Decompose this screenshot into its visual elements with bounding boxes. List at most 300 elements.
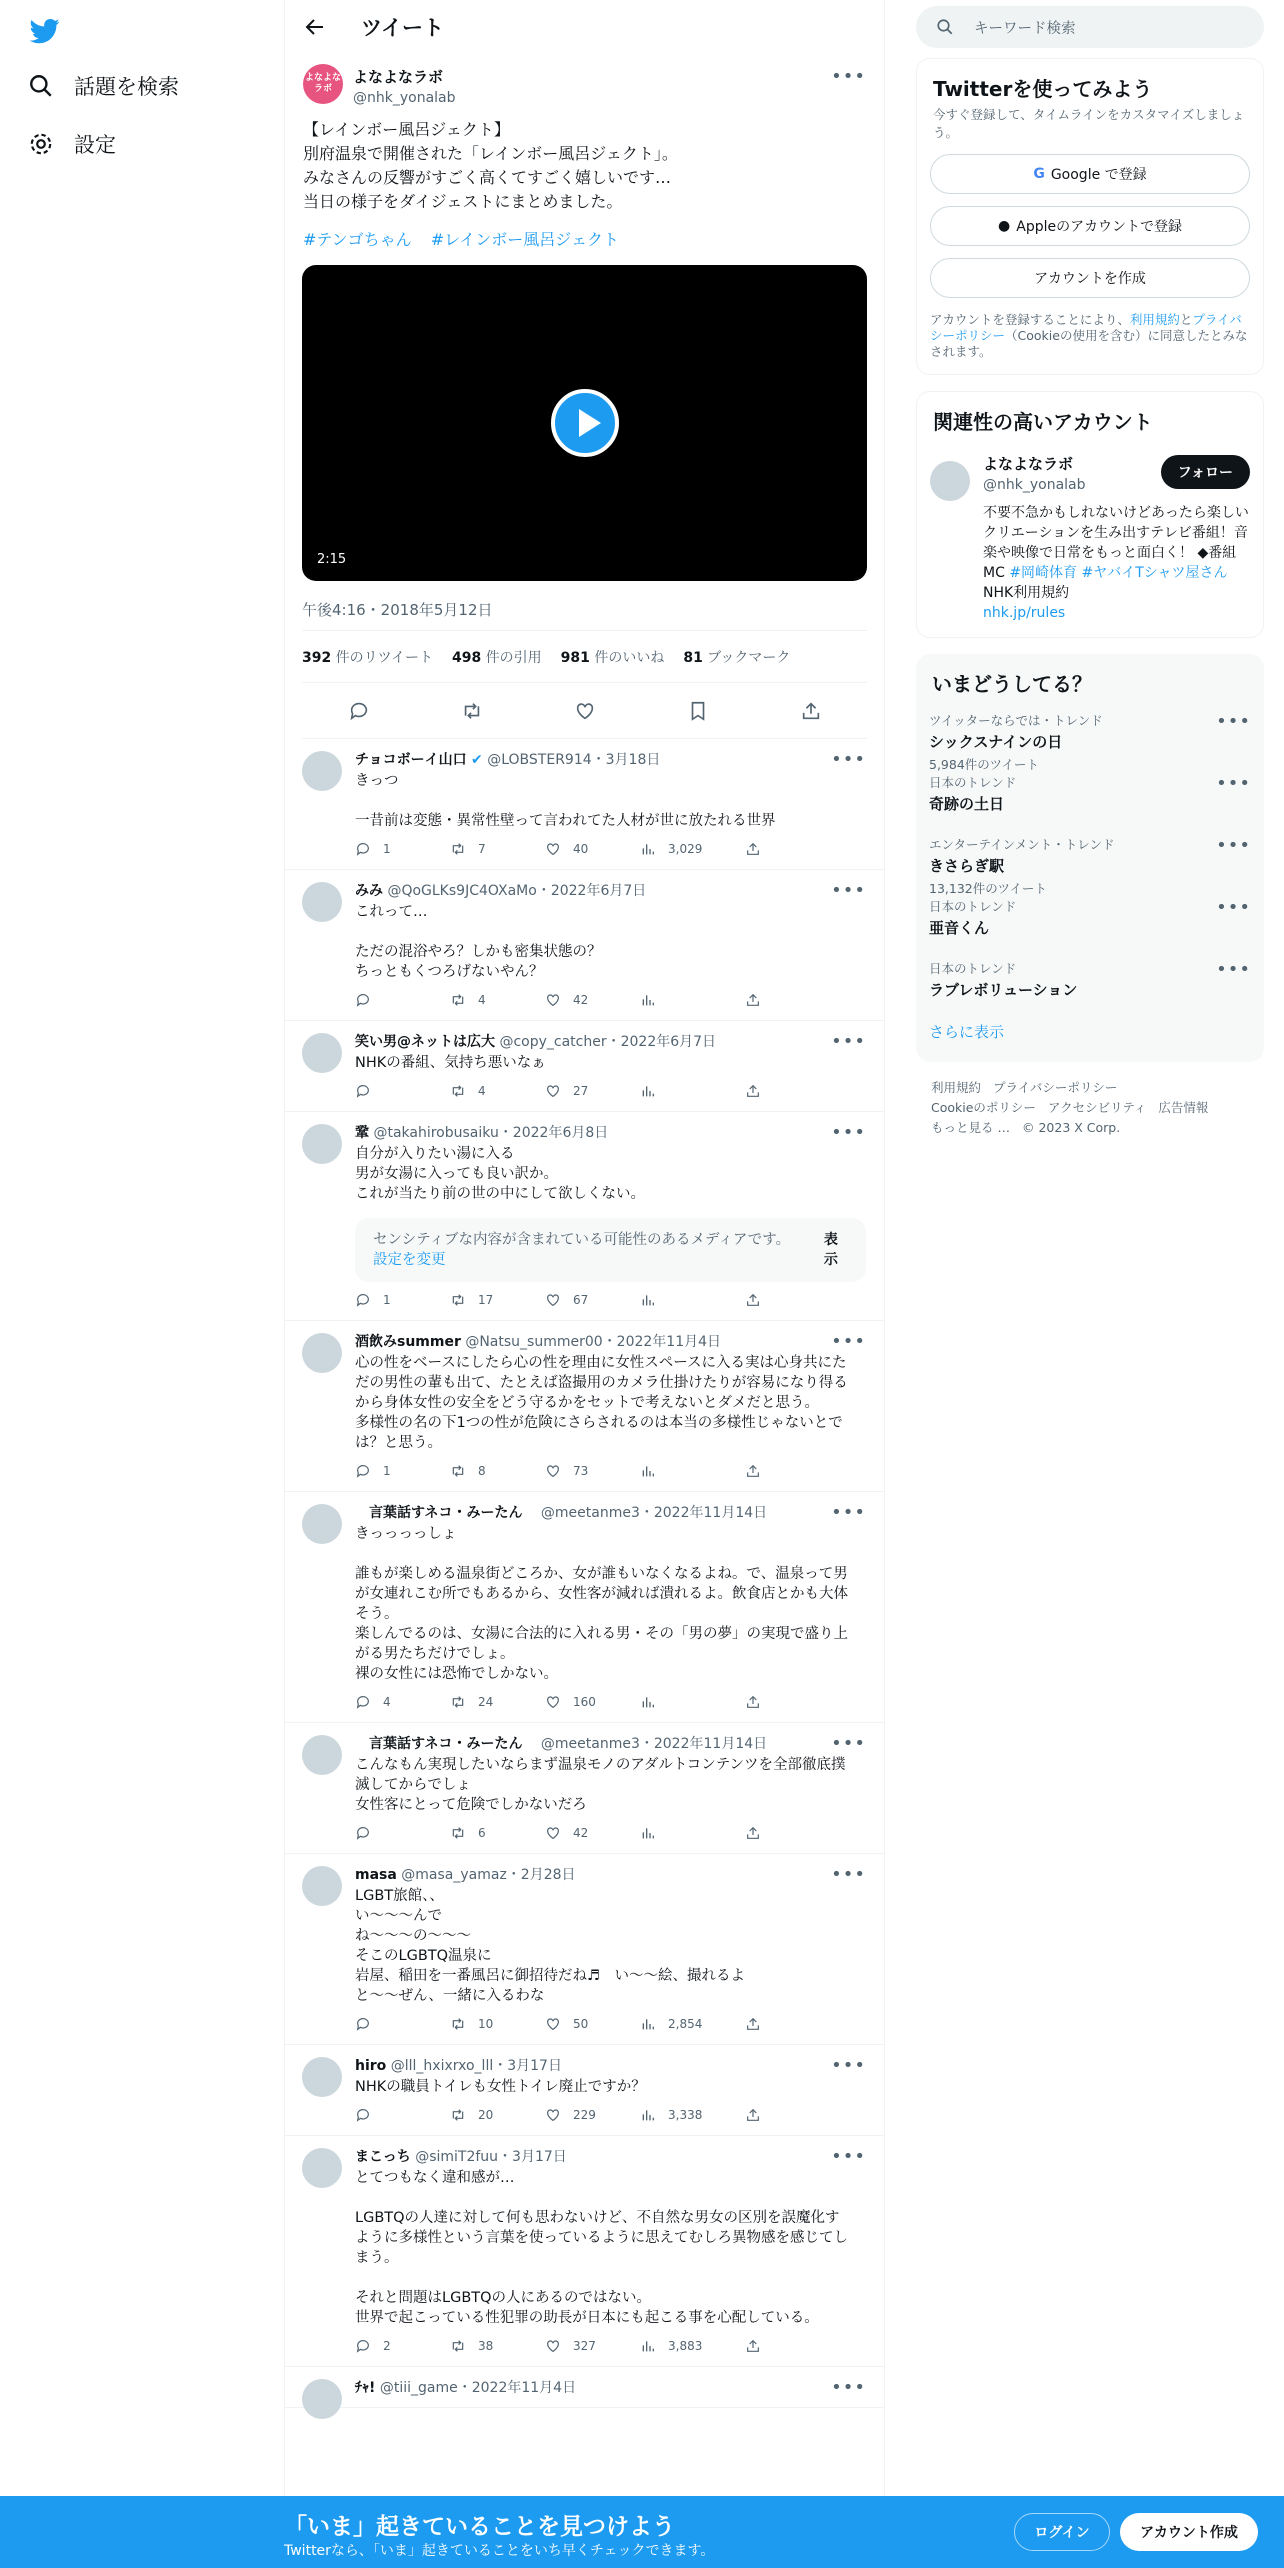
stat-likes[interactable]: 981 件のいいね	[560, 649, 665, 666]
follow-button[interactable]: フォロー	[1161, 455, 1250, 489]
retweet-action[interactable]	[450, 2107, 545, 2123]
share-action[interactable]	[745, 1292, 773, 1308]
like-action[interactable]	[545, 1083, 640, 1099]
trend-context: エンターテインメント・トレンド	[929, 837, 1115, 852]
views-count: 2,854	[668, 2017, 703, 2031]
trend-context: 日本のトレンド	[929, 899, 1017, 914]
reply-author-name[interactable]: みみ	[355, 883, 383, 899]
signup-button[interactable]: アカウント作成	[1120, 2513, 1258, 2551]
sensitive-text: センシティブな内容が含まれている可能性のあるメディアです。	[373, 1232, 791, 1248]
trend-item[interactable]	[929, 835, 1251, 896]
footer-link[interactable]: もっと見る …	[931, 1120, 1010, 1135]
related-account[interactable]	[930, 453, 1250, 623]
retweet-icon[interactable]	[461, 700, 483, 722]
reply-action[interactable]	[355, 1694, 450, 1710]
reply-line: LGBTQの人達に対して何も思わないけど、不自然な男女の区別を誤魔化す	[355, 2210, 840, 2226]
views-action[interactable]	[640, 2016, 735, 2032]
bottom-heading: 「いま」起きていることを見つけよう	[284, 2514, 675, 2540]
show-more-link[interactable]: さらに表示	[929, 1023, 1005, 1041]
more-icon[interactable]: •••	[1216, 773, 1251, 794]
reply-action[interactable]	[355, 841, 450, 857]
signup-title: Twitterを使ってみよう	[933, 77, 1153, 101]
avatar[interactable]	[302, 1735, 342, 1775]
share-icon	[745, 1292, 761, 1308]
reply-text	[355, 1053, 866, 1073]
views-action[interactable]	[640, 841, 735, 857]
twitter-logo-icon[interactable]	[28, 16, 62, 46]
retweet-icon	[450, 1083, 466, 1099]
play-icon[interactable]	[551, 389, 619, 457]
reply-line: 裸の女性には恐怖でしかない。	[355, 1666, 558, 1682]
related-name[interactable]: よなよなラボ	[983, 455, 1074, 473]
retweet-icon	[450, 992, 466, 1008]
reply-tweet[interactable]	[285, 1112, 884, 1321]
views-action[interactable]	[640, 1463, 735, 1479]
share-action[interactable]	[745, 841, 773, 857]
views-action[interactable]	[640, 2338, 735, 2354]
more-icon[interactable]: •••	[831, 880, 866, 901]
reply-author-name[interactable]: ﾁｬ!	[355, 2380, 376, 2396]
sensitive-media-notice	[355, 1218, 866, 1282]
like-icon	[545, 841, 561, 857]
retweet-action[interactable]	[450, 1694, 545, 1710]
reply-tweet[interactable]	[285, 1854, 884, 2045]
like-icon	[545, 992, 561, 1008]
like-count: 327	[573, 2339, 596, 2353]
reply-author-name[interactable]: masa	[355, 1867, 397, 1883]
like-count: 229	[573, 2108, 596, 2122]
like-action[interactable]	[545, 1694, 640, 1710]
reply-line	[355, 1544, 866, 1564]
views-action[interactable]	[640, 2107, 735, 2123]
gear-icon	[28, 131, 54, 157]
retweet-count: 4	[478, 993, 486, 1007]
retweet-action[interactable]	[450, 1083, 545, 1099]
reply-icon	[355, 1825, 371, 1841]
retweet-action[interactable]	[450, 1825, 545, 1841]
reply-line: が女連れこむ所でもあるから、女性客が減れば潰れるよ。飲食店とかも大体	[355, 1586, 848, 1602]
reply-action[interactable]	[355, 992, 450, 1008]
trend-context: 日本のトレンド	[929, 961, 1017, 976]
avatar[interactable]	[302, 882, 342, 922]
reply-author-name[interactable]: まこっち	[355, 2149, 411, 2165]
reply-tweet[interactable]	[285, 1321, 884, 1492]
views-action[interactable]	[640, 1694, 735, 1710]
share-action[interactable]	[745, 1825, 773, 1841]
reply-line: 誰もが楽しめる温泉街どころか、女が誰もいなくなるよね。で、温泉って男	[355, 1566, 848, 1582]
like-action[interactable]	[545, 2338, 640, 2354]
retweet-action[interactable]	[450, 992, 545, 1008]
trend-name: シックスナインの日	[929, 733, 1063, 751]
reply-tweet[interactable]	[285, 2367, 884, 2408]
back-arrow-icon[interactable]	[303, 15, 327, 39]
reply-text	[355, 2168, 866, 2328]
reply-line: きっっっっしょ	[355, 1526, 457, 1542]
more-icon[interactable]: •••	[831, 1502, 866, 1523]
terms-link[interactable]: 利用規約	[1129, 312, 1180, 327]
share-action[interactable]	[745, 2338, 773, 2354]
reply-actions	[355, 839, 866, 859]
reply-line	[355, 2268, 866, 2288]
apple-signup-label: Appleのアカウントで登録	[1016, 219, 1182, 235]
reply-actions	[355, 2014, 866, 2034]
reply-line: 一昔前は変態・異常性壁って言われてた人材が世に放たれる世界	[355, 813, 776, 829]
reply-line: 滅してからでしょ	[355, 1777, 471, 1793]
avatar-text: よなよな ラボ	[304, 73, 341, 94]
reply-tweet[interactable]	[285, 1492, 884, 1723]
reply-author-name[interactable]: 言葉話すネコ・みーたん	[355, 1736, 523, 1752]
trend-item[interactable]	[929, 959, 1251, 1007]
avatar[interactable]	[302, 1866, 342, 1906]
related-title: 関連性の高いアカウント	[933, 410, 1153, 434]
reply-line: 自分が入りたい湯に入る	[355, 1146, 515, 1162]
signup-card	[916, 58, 1264, 375]
footer-link[interactable]: Cookieのポリシー	[931, 1100, 1036, 1115]
share-icon	[745, 2338, 761, 2354]
avatar[interactable]	[303, 64, 343, 104]
like-action[interactable]	[545, 841, 640, 857]
reply-text	[355, 1353, 866, 1453]
reply-actions	[355, 2336, 866, 2356]
reply-line: これって…	[355, 904, 428, 920]
hashtag-link[interactable]: #テンゴちゃん	[303, 230, 412, 249]
related-accounts-card	[916, 391, 1264, 638]
more-icon[interactable]: •••	[831, 2377, 866, 2398]
reply-tweet[interactable]	[285, 1723, 884, 1854]
like-action[interactable]	[545, 1825, 640, 1841]
video-duration: 2:15	[317, 552, 347, 567]
avatar[interactable]	[302, 1124, 342, 1164]
reply-line: まう。	[355, 2250, 399, 2266]
retweet-icon	[450, 2107, 466, 2123]
more-icon[interactable]: •••	[831, 749, 866, 770]
reply-line: 女性客にとって危険でしかないだろ	[355, 1797, 587, 1813]
footer-link[interactable]: アクセシビリティ	[1047, 1100, 1147, 1115]
reply-icon	[355, 2016, 371, 2032]
reply-count: 2	[383, 2339, 391, 2353]
like-action[interactable]	[545, 2107, 640, 2123]
retweet-count: 24	[478, 1695, 494, 1709]
reply-line: これが当たり前の世の中にして欲しくない。	[355, 1186, 645, 1202]
tweet-actions	[302, 683, 867, 739]
reply-action[interactable]	[355, 2107, 450, 2123]
views-action[interactable]	[640, 992, 735, 1008]
reply-meta[interactable]: @tiii_game・2022年11月4日	[379, 2380, 577, 2396]
related-handle[interactable]: @nhk_yonalab	[983, 477, 1086, 493]
reply-line: ちっともくつろげないやん？	[355, 964, 544, 980]
avatar[interactable]	[302, 751, 342, 791]
create-account-button[interactable]	[930, 258, 1250, 298]
reply-count: 1	[383, 1293, 391, 1307]
google-icon: G	[1033, 166, 1045, 182]
hashtag-link[interactable]: #レインボー風呂ジェクト	[430, 230, 619, 249]
reply-actions	[355, 1692, 866, 1712]
more-icon[interactable]: •••	[831, 1733, 866, 1754]
views-icon	[640, 2338, 656, 2354]
more-icon[interactable]: •••	[1216, 897, 1251, 918]
reply-line: LGBT旅館、、	[355, 1888, 444, 1904]
reply-action[interactable]	[355, 1083, 450, 1099]
stat-retweets[interactable]: 392 件のリツイート	[302, 649, 433, 666]
retweet-icon	[450, 841, 466, 857]
nav-explore[interactable]	[28, 66, 179, 106]
reply-author-name[interactable]: チョコボーイ山口	[355, 752, 467, 768]
stat-bookmarks[interactable]: 81 ブックマーク	[683, 649, 791, 666]
reply-line: と〜〜ぜん、一緒に入るわな	[355, 1988, 545, 2004]
share-icon	[745, 1463, 761, 1479]
share-action[interactable]	[745, 1083, 773, 1099]
reply-header	[355, 1122, 866, 1142]
login-button[interactable]: ログイン	[1014, 2513, 1110, 2551]
more-icon[interactable]: •••	[1216, 711, 1251, 732]
right-sidebar	[916, 0, 1264, 1138]
share-icon	[745, 992, 761, 1008]
retweet-count: 6	[478, 1826, 486, 1840]
reply-actions	[355, 1290, 866, 1310]
trend-item[interactable]	[929, 897, 1251, 945]
reply-meta[interactable]: @copy_catcher・2022年6月7日	[499, 1034, 717, 1050]
reply-meta[interactable]: @simiT2fuu・3月17日	[415, 2149, 567, 2165]
reply-tweet[interactable]	[285, 870, 884, 1021]
views-action[interactable]	[640, 1083, 735, 1099]
trend-name: ラブレボリューション	[929, 981, 1078, 999]
retweet-action[interactable]	[450, 841, 545, 857]
nav-settings[interactable]	[28, 124, 116, 164]
reply-meta[interactable]: @takahirobusaiku・2022年6月8日	[373, 1125, 609, 1141]
reply-header	[355, 2377, 866, 2397]
google-signup-label: Google で登録	[1050, 167, 1147, 183]
like-count: 73	[573, 1464, 589, 1478]
tweet-timestamp[interactable]: 午後4:16・2018年5月12日	[302, 581, 867, 631]
bio-url[interactable]: nhk.jp/rules	[983, 605, 1066, 621]
reply-meta[interactable]: @masa_yamaz・2月28日	[401, 1867, 576, 1883]
tweet-line: 別府温泉で開催された「レインボー風呂ジェクト」。	[303, 144, 678, 163]
reply-actions	[355, 1823, 866, 1843]
reply-actions	[355, 2105, 866, 2125]
reply-tweet[interactable]	[285, 1021, 884, 1112]
search-icon	[936, 18, 954, 36]
reply-action[interactable]	[355, 2016, 450, 2032]
reply-header	[355, 1733, 866, 1753]
reply-header	[355, 1864, 866, 1884]
reply-header	[355, 1331, 866, 1351]
more-icon[interactable]: •••	[1216, 835, 1251, 856]
apple-icon: ●	[998, 218, 1011, 234]
bottom-subtext: Twitterなら、「いま」起きていることをいち早くチェックできます。	[284, 2543, 715, 2559]
reply-action[interactable]	[355, 2338, 450, 2354]
reply-header	[355, 749, 866, 769]
tweet-stats	[302, 631, 867, 683]
retweet-action[interactable]	[450, 2338, 545, 2354]
trend-item[interactable]	[929, 711, 1251, 772]
footer-links	[916, 1062, 1264, 1138]
share-icon[interactable]	[800, 700, 822, 722]
like-icon	[545, 2016, 561, 2032]
reply-line: そう。	[355, 1606, 399, 1622]
search-icon	[28, 73, 54, 99]
reply-action[interactable]	[355, 1825, 450, 1841]
like-count: 42	[573, 1826, 589, 1840]
author-handle[interactable]: @nhk_yonalab	[353, 90, 456, 106]
reply-author-name[interactable]: 酒飲みsummer	[355, 1334, 461, 1350]
trend-item[interactable]	[929, 773, 1251, 821]
reply-author-name[interactable]: 鞏	[355, 1125, 369, 1141]
footer-link[interactable]: プライバシーポリシー	[993, 1080, 1118, 1095]
reply-action[interactable]	[355, 1292, 450, 1308]
views-count: 3,883	[668, 2339, 703, 2353]
video-player[interactable]	[302, 265, 867, 581]
share-action[interactable]	[745, 1463, 773, 1479]
views-icon	[640, 2016, 656, 2032]
reply-meta[interactable]: @QoGLKs9JC4OXaMo・2022年6月7日	[387, 883, 647, 899]
avatar[interactable]	[302, 2379, 342, 2419]
views-action[interactable]	[640, 1292, 735, 1308]
more-icon[interactable]: •••	[831, 1331, 866, 1352]
verified-badge-icon: ✔	[471, 752, 483, 768]
reply-tweet[interactable]	[285, 739, 884, 870]
share-icon	[745, 1694, 761, 1710]
change-settings-link[interactable]: 設定を変更	[373, 1252, 446, 1268]
reply-meta[interactable]: @Natsu_summer00・2022年11月4日	[465, 1334, 722, 1350]
reply-text	[355, 1886, 866, 2006]
like-icon[interactable]	[574, 700, 596, 722]
reply-icon	[355, 1694, 371, 1710]
nav-settings-label: 設定	[74, 133, 116, 157]
like-icon	[545, 2107, 561, 2123]
footer-link[interactable]: 広告情報	[1158, 1100, 1209, 1115]
views-icon	[640, 1825, 656, 1841]
copyright: © 2023 X Corp.	[1021, 1120, 1121, 1135]
reply-line: こんなもん実現したいならまず温泉モノのアダルトコンテンツを全部徹底撲	[355, 1757, 846, 1773]
like-action[interactable]	[545, 1463, 640, 1479]
bio-text: 不要不急かもしれないけどあったら楽しいクリエーションを生み出すテレビ番組！音楽や映像で日常をもっと面白く！ ◆番組MC	[983, 505, 1249, 581]
nav-explore-label: 話題を検索	[74, 75, 179, 99]
bio-hashtags[interactable]: #岡崎体育 #ヤバイTシャツ屋さん	[1009, 565, 1228, 581]
reply-icon[interactable]	[348, 700, 370, 722]
share-action[interactable]	[745, 992, 773, 1008]
reply-header	[355, 1502, 866, 1522]
share-action[interactable]	[745, 2107, 773, 2123]
like-action[interactable]	[545, 992, 640, 1008]
avatar[interactable]	[302, 2148, 342, 2188]
retweet-action[interactable]	[450, 1292, 545, 1308]
avatar[interactable]	[302, 2057, 342, 2097]
trend-context: 日本のトレンド	[929, 775, 1017, 790]
more-icon[interactable]: •••	[831, 1122, 866, 1143]
main-header	[285, 0, 884, 54]
more-icon[interactable]: •••	[831, 1864, 866, 1885]
reply-meta[interactable]: @LOBSTER914・3月18日	[487, 752, 661, 768]
reply-meta[interactable]: @lll_hxixrxo_lll・3月17日	[390, 2058, 562, 2074]
reply-meta[interactable]: @meetanme3・2022年11月14日	[526, 1736, 768, 1752]
reply-action[interactable]	[355, 1463, 450, 1479]
retweet-action[interactable]	[450, 2016, 545, 2032]
reply-actions	[355, 990, 866, 1010]
reply-author-name[interactable]: hiro	[355, 2058, 387, 2074]
bookmark-icon[interactable]	[687, 700, 709, 722]
retweet-count: 38	[478, 2339, 494, 2353]
like-icon	[545, 2338, 561, 2354]
more-icon[interactable]: •••	[831, 2146, 866, 2167]
reply-line: 岩屋、稲田を一番風呂に御招待だね♬ い〜〜絵、撮れるよ	[355, 1968, 745, 1984]
reply-count: 1	[383, 1464, 391, 1478]
avatar[interactable]	[302, 1333, 342, 1373]
trends-card	[916, 654, 1264, 1062]
more-icon[interactable]: •••	[831, 1031, 866, 1052]
reply-tweet[interactable]	[285, 2045, 884, 2136]
reply-text	[355, 2077, 866, 2097]
reply-line: だの男性の輩も出て、たとえば盗撮用のカメラ仕掛けたりが容易になり得る	[355, 1375, 848, 1391]
author-name[interactable]: よなよなラボ	[353, 68, 444, 86]
reply-actions	[355, 1461, 866, 1481]
like-count: 67	[573, 1293, 589, 1307]
reply-line: それと問題はLGBTQの人にあるのではない。	[355, 2290, 652, 2306]
reply-line	[355, 2188, 866, 2208]
retweet-action[interactable]	[450, 1463, 545, 1479]
reply-author-name[interactable]: 笑い男@ネットは広大	[355, 1034, 495, 1050]
avatar[interactable]	[302, 1033, 342, 1073]
tweet-header	[285, 54, 884, 114]
share-action[interactable]	[745, 1694, 773, 1710]
more-icon[interactable]: •••	[831, 66, 866, 87]
reply-meta[interactable]: @meetanme3・2022年11月14日	[526, 1505, 768, 1521]
trend-name: 亜音くん	[929, 919, 990, 937]
footer-link[interactable]: 利用規約	[931, 1080, 982, 1095]
bio-tail: NHK利用規約	[983, 585, 1070, 601]
reply-author-name[interactable]: 言葉話すネコ・みーたん	[355, 1505, 523, 1521]
trend-name: 奇跡の土日	[929, 795, 1005, 813]
like-icon	[545, 1694, 561, 1710]
like-count: 27	[573, 1084, 589, 1098]
reply-text	[355, 771, 866, 831]
views-icon	[640, 1463, 656, 1479]
views-action[interactable]	[640, 1825, 735, 1841]
reply-actions	[355, 1081, 866, 1101]
reply-line: NHKの職員トイレも女性トイレ廃止ですか？	[355, 2079, 646, 2095]
reply-count: 4	[383, 1695, 391, 1709]
trend-count: 13,132件のツイート	[929, 881, 1047, 896]
like-count: 42	[573, 993, 589, 1007]
more-icon[interactable]: •••	[1216, 959, 1251, 980]
share-action[interactable]	[745, 2016, 773, 2032]
trend-context: ツイッターならでは・トレンド	[929, 713, 1103, 728]
tweet-line: みなさんの反響がすごく高くてすごく嬉しいです…	[303, 168, 672, 187]
retweet-count: 4	[478, 1084, 486, 1098]
like-action[interactable]	[545, 1292, 640, 1308]
show-media-button[interactable]: 表示	[823, 1232, 838, 1268]
reply-text	[355, 1144, 866, 1204]
reply-line: い〜〜〜んで	[355, 1908, 442, 1924]
like-action[interactable]	[545, 2016, 640, 2032]
apple-signup-button[interactable]	[930, 206, 1250, 246]
reply-line: がる男たちだけでしょ。	[355, 1646, 515, 1662]
stat-quotes[interactable]: 498 件の引用	[451, 649, 542, 666]
views-icon	[640, 1083, 656, 1099]
replies-list	[285, 739, 884, 2408]
privacy-link[interactable]: プライバシーポリシー	[930, 312, 1242, 343]
avatar[interactable]	[930, 461, 970, 501]
related-bio	[983, 503, 1250, 623]
reply-tweet[interactable]	[285, 2136, 884, 2367]
google-signup-button[interactable]	[930, 154, 1250, 194]
more-icon[interactable]: •••	[831, 2055, 866, 2076]
trends-title: いまどうしてる？	[932, 672, 1092, 696]
avatar[interactable]	[302, 1504, 342, 1544]
like-icon	[545, 1292, 561, 1308]
views-icon	[640, 841, 656, 857]
reply-line: から身体女性の安全をどう守るかをセットで考えないとダメだと思う。	[355, 1395, 819, 1411]
search-input[interactable]	[916, 6, 1264, 48]
